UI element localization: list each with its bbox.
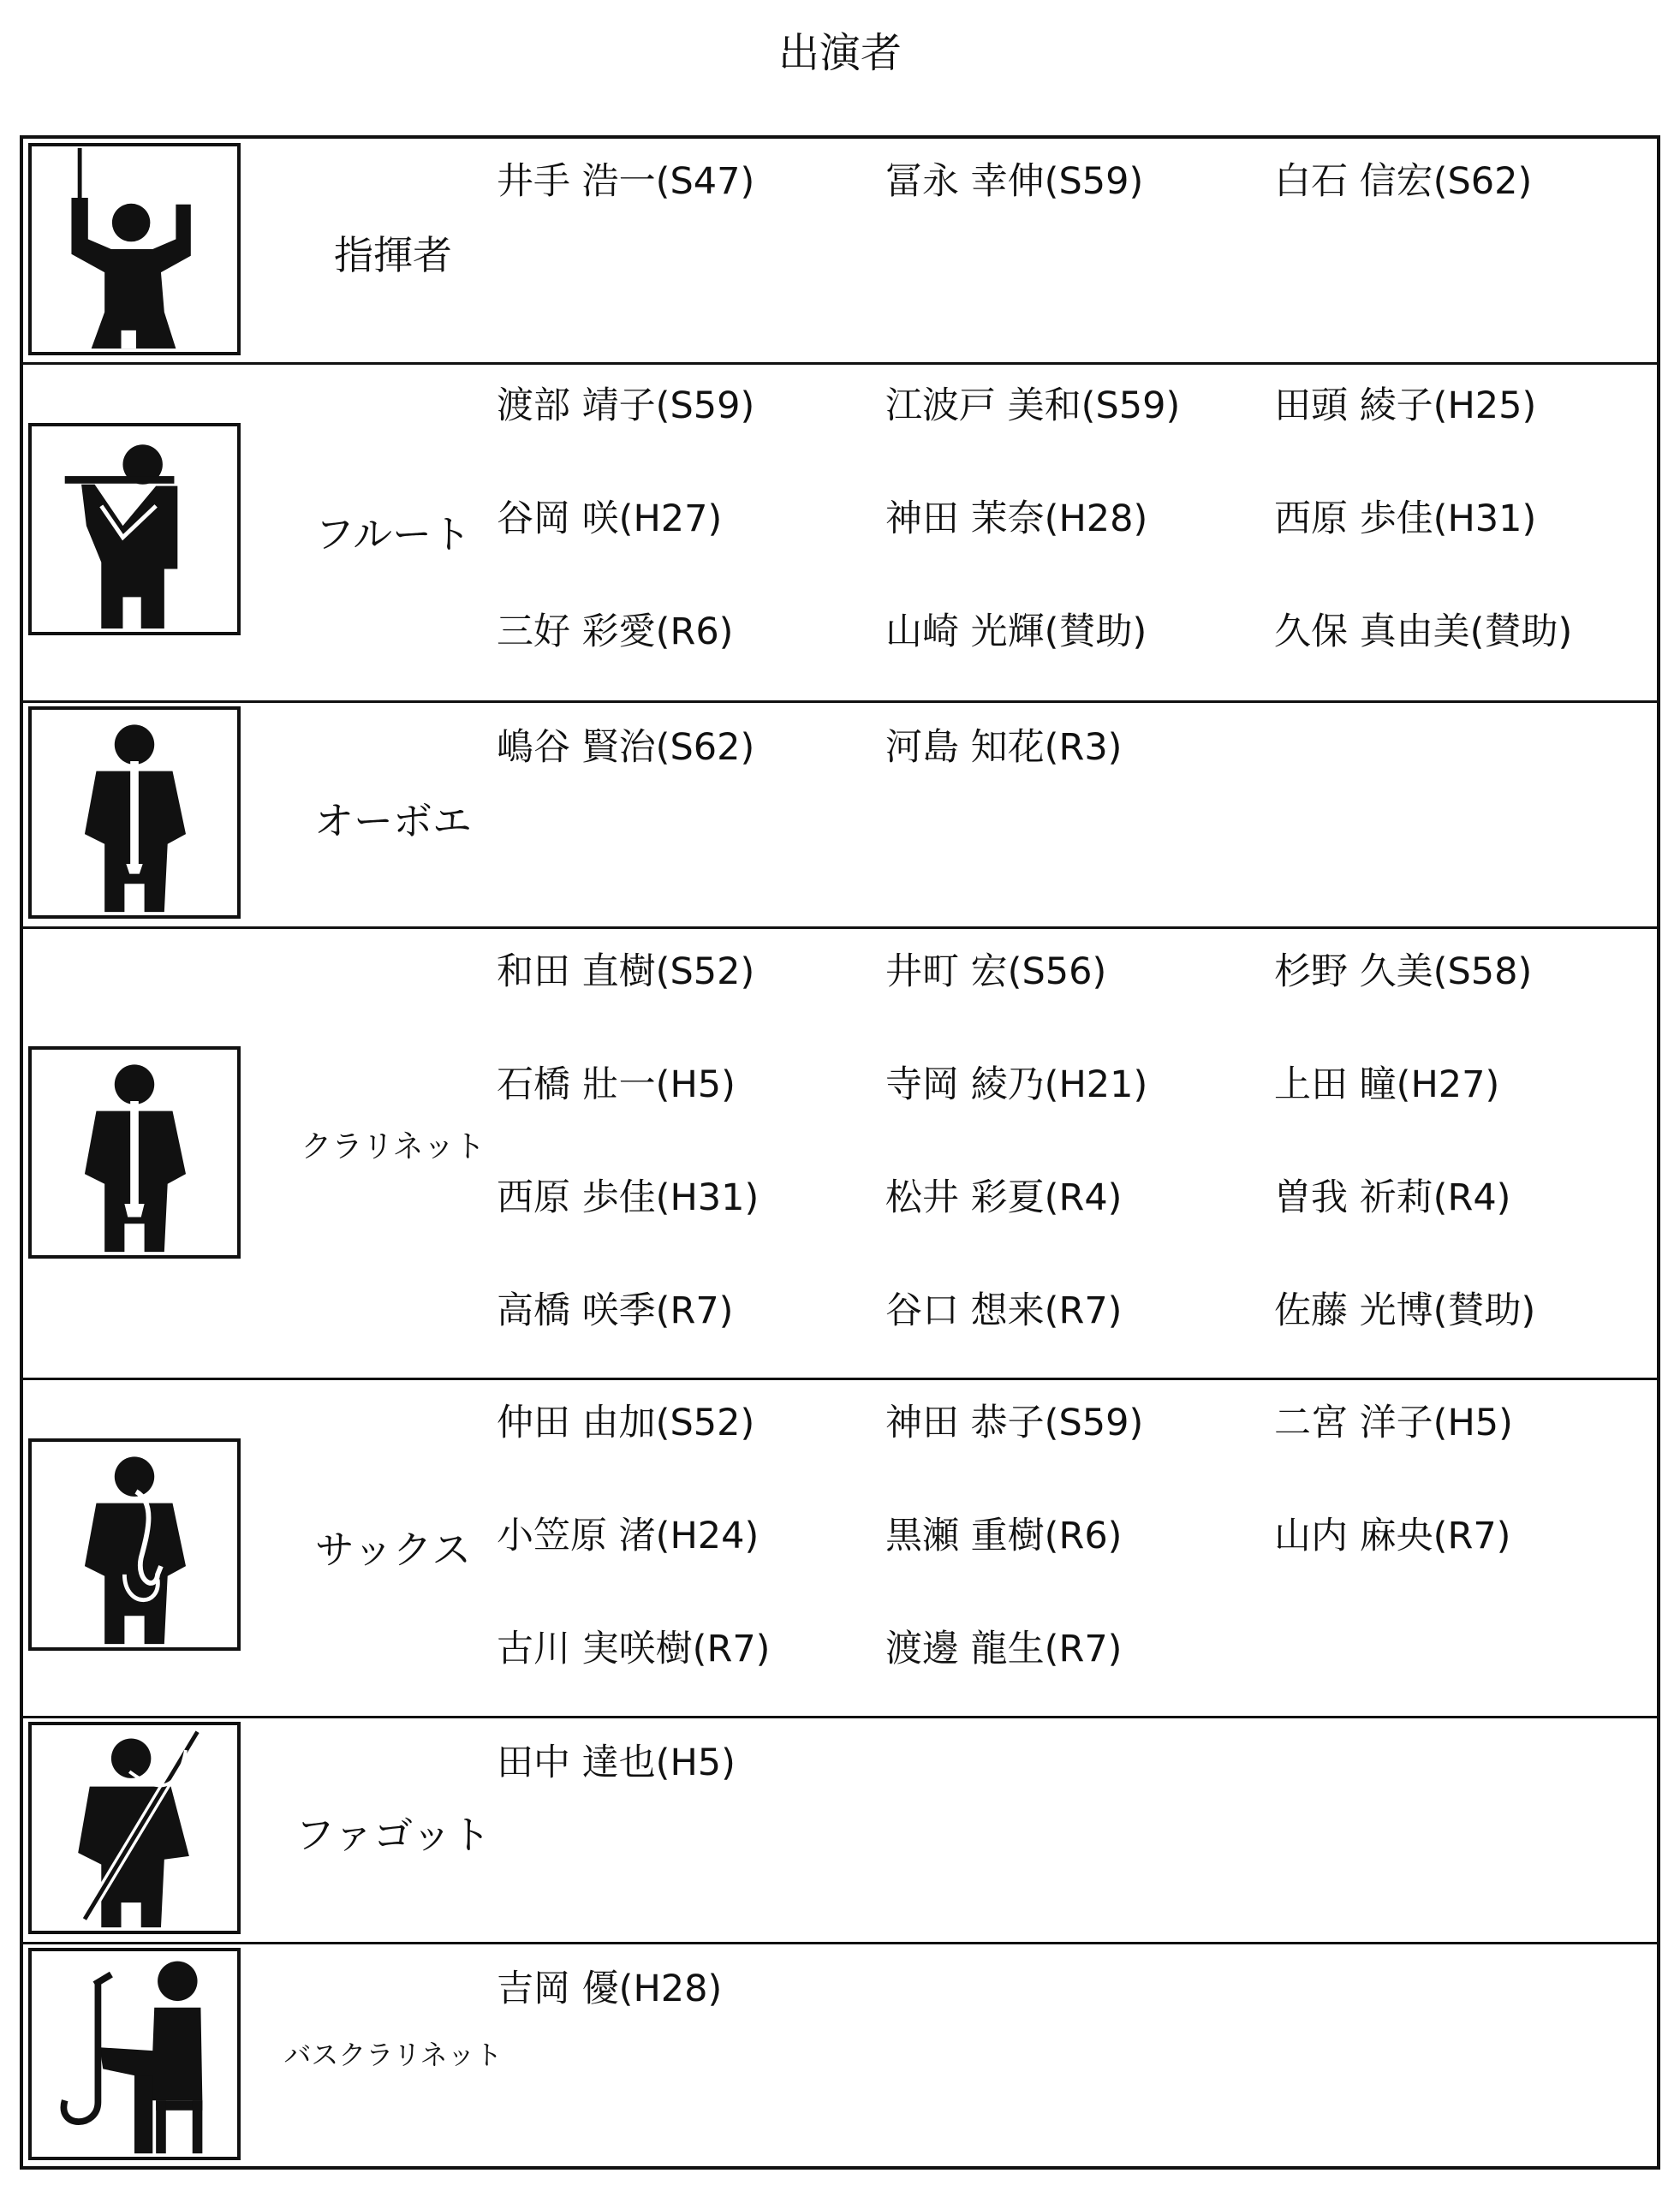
member-name: 嶋谷 賢治(S62) [497, 726, 755, 769]
member-name: 渡邊 龍生(R7) [885, 1628, 1123, 1670]
section-flute [23, 365, 1657, 703]
member-name: 河島 知花(R3) [885, 726, 1123, 769]
member-name: 黒瀬 重樹(R6) [885, 1515, 1123, 1557]
saxophone-player-icon [28, 1438, 241, 1651]
member-name: 谷口 想来(R7) [885, 1289, 1123, 1332]
member-name: 渡部 靖子(S59) [497, 384, 755, 427]
member-name: 冨永 幸伸(S59) [885, 160, 1144, 203]
oboe-player-icon [28, 706, 241, 919]
section-oboe [23, 703, 1657, 929]
member-name: 江波戸 美和(S59) [885, 384, 1181, 427]
section-label: フルート [314, 511, 472, 557]
member-name: 仲田 由加(S52) [497, 1402, 755, 1444]
member-name: 谷岡 咲(H27) [497, 497, 723, 540]
member-name: 神田 恭子(S59) [885, 1402, 1144, 1444]
section-label: ファゴット [295, 1812, 491, 1858]
member-name: 寺岡 綾乃(H21) [885, 1063, 1148, 1106]
member-name: 松井 彩夏(R4) [885, 1176, 1123, 1219]
member-name: 井手 浩一(S47) [497, 160, 755, 203]
member-name: 和田 直樹(S52) [497, 950, 755, 993]
member-name: 田頭 綾子(H25) [1274, 384, 1537, 427]
bassoon-player-icon [28, 1722, 241, 1934]
section-clarinet [23, 929, 1657, 1380]
flute-player-icon [28, 423, 241, 635]
member-name: 白石 信宏(S62) [1274, 160, 1533, 203]
page-title: 出演者 [777, 29, 902, 77]
section-label: オーボエ [314, 798, 472, 844]
member-name: 古川 実咲樹(R7) [497, 1628, 771, 1670]
member-name: 神田 茉奈(H28) [885, 497, 1148, 540]
member-name: 佐藤 光博(賛助) [1274, 1289, 1536, 1332]
member-name: 田中 達也(H5) [497, 1741, 736, 1784]
section-label: バスクラリネット [283, 2039, 503, 2071]
section-bassoon [23, 1718, 1657, 1944]
section-label: クラリネット [301, 1129, 486, 1164]
member-name: 山崎 光輝(賛助) [885, 610, 1147, 653]
conductor-icon [28, 143, 241, 355]
member-name: 山内 麻央(R7) [1274, 1515, 1511, 1557]
section-saxophone [23, 1380, 1657, 1718]
member-name: 上田 瞳(H27) [1274, 1063, 1500, 1106]
section-bass-clarinet [23, 1944, 1657, 2166]
member-name: 高橋 咲季(R7) [497, 1289, 734, 1332]
performer-table [20, 135, 1660, 2170]
member-name: 西原 歩佳(H31) [1274, 497, 1537, 540]
member-name: 小笠原 渚(H24) [497, 1515, 760, 1557]
clarinet-player-icon [28, 1046, 241, 1259]
section-label: サックス [314, 1527, 472, 1573]
member-name: 西原 歩佳(H31) [497, 1176, 760, 1219]
member-name: 久保 真由美(賛助) [1274, 610, 1573, 653]
section-label: 指揮者 [334, 232, 452, 278]
member-name: 杉野 久美(S58) [1274, 950, 1533, 993]
member-name: 吉岡 優(H28) [497, 1968, 723, 2010]
member-name: 井町 宏(S56) [885, 950, 1107, 993]
bass-clarinet-player-icon [28, 1948, 241, 2160]
member-name: 石橋 壯一(H5) [497, 1063, 736, 1106]
member-name: 二宮 洋子(H5) [1274, 1402, 1513, 1444]
member-name: 曽我 祈莉(R4) [1274, 1176, 1511, 1219]
member-name: 三好 彩愛(R6) [497, 610, 734, 653]
section-conductor [23, 139, 1657, 365]
